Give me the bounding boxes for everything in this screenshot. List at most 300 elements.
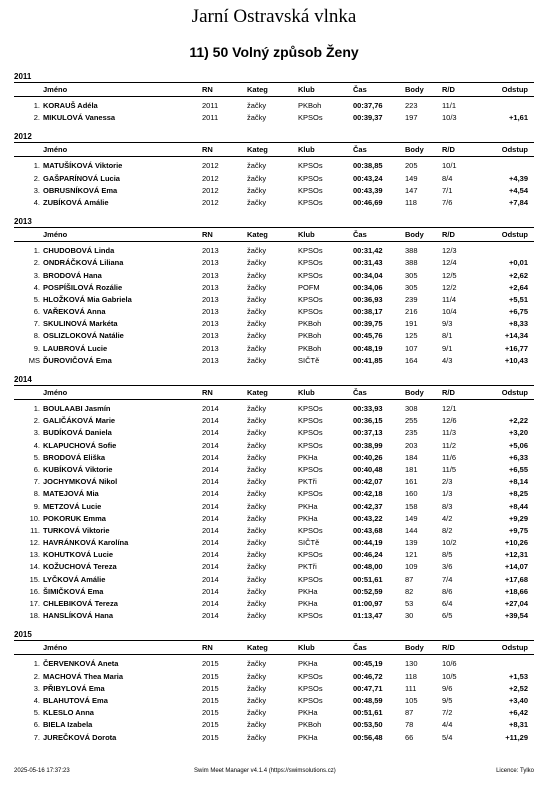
cell-rd: 6/5 (442, 611, 453, 621)
header-cas: Čas (353, 85, 367, 94)
cell-rd: 7/4 (442, 574, 453, 584)
cell-rank: 1. (33, 659, 40, 669)
cell-kat: žačky (247, 440, 267, 450)
header-body: Body (405, 388, 424, 397)
cell-rn: 2014 (202, 538, 219, 548)
cell-cas: 00:38,85 (353, 161, 383, 171)
table-row (14, 525, 534, 537)
cell-odst: +3,40 (509, 695, 528, 705)
header-name: Jméno (43, 85, 68, 94)
table-row (14, 574, 534, 586)
cell-body: 87 (405, 708, 414, 718)
cell-name: LYČKOVÁ Amálie (43, 574, 106, 584)
table-row (14, 257, 534, 269)
table-row (14, 330, 534, 342)
cell-name: BUDÍKOVÁ Daniela (43, 428, 112, 438)
cell-cas: 00:51,61 (353, 574, 383, 584)
cell-body: 160 (405, 489, 418, 499)
cell-rank: 8. (33, 489, 40, 499)
cell-klub: KPSOs (298, 197, 323, 207)
table-row (14, 719, 534, 731)
cell-rank: 16. (29, 586, 40, 596)
cell-name: KLESLO Anna (43, 708, 94, 718)
cell-rn: 2015 (202, 708, 219, 718)
cell-cas: 00:33,93 (353, 404, 383, 413)
cell-kat: žačky (247, 525, 267, 535)
cell-odst: +9,29 (509, 513, 528, 523)
cell-name: OBRUSNÍKOVÁ Ema (43, 185, 118, 195)
cell-name: TURKOVÁ Viktorie (43, 525, 110, 535)
cell-kat: žačky (247, 197, 267, 207)
cell-rn: 2014 (202, 464, 219, 474)
cell-cas: 00:36,15 (353, 416, 383, 426)
cell-kat: žačky (247, 428, 267, 438)
cell-klub: POFM (298, 282, 320, 292)
cell-name: KORAUŠ Adéla (43, 101, 98, 110)
cell-name: ŠIMIČKOVÁ Ema (43, 586, 104, 596)
cell-kat: žačky (247, 513, 267, 523)
cell-cas: 00:39,37 (353, 113, 383, 123)
cell-name: KUBÍKOVÁ Viktorie (43, 464, 113, 474)
cell-kat: žačky (247, 464, 267, 474)
cell-rank: 8. (33, 331, 40, 341)
cell-rn: 2013 (202, 307, 219, 317)
table-row (14, 282, 534, 294)
cell-odst: +11,29 (505, 732, 528, 742)
cell-rn: 2012 (202, 197, 219, 207)
cell-body: 125 (405, 331, 418, 341)
cell-name: ZUBÍKOVÁ Amálie (43, 197, 109, 207)
cell-rn: 2011 (202, 113, 219, 123)
table-row (14, 610, 534, 622)
cell-cas: 01:00,97 (353, 599, 383, 608)
cell-name: POSPÍŠILOVÁ Rozálie (43, 282, 123, 292)
cell-name: MATUŠÍKOVÁ Viktorie (43, 161, 123, 171)
cell-rn: 2012 (202, 173, 219, 183)
table-row (14, 707, 534, 719)
cell-rn: 2012 (202, 161, 219, 171)
year-heading: 2015 (14, 630, 32, 640)
cell-name: SKULINOVÁ Markéta (43, 319, 118, 329)
cell-rd: 10/2 (442, 538, 457, 548)
cell-body: 255 (405, 416, 418, 426)
cell-cas: 00:38,17 (353, 307, 383, 317)
cell-name: OSLIZLOKOVÁ Natálie (43, 331, 124, 341)
cell-rd: 10/5 (442, 671, 457, 681)
cell-rd: 10/1 (442, 161, 457, 171)
cell-body: 305 (405, 282, 418, 292)
cell-cas: 00:42,07 (353, 477, 383, 487)
cell-rd: 11/6 (442, 452, 457, 462)
cell-kat: žačky (247, 550, 267, 560)
table-row (14, 683, 534, 695)
year-heading: 2013 (14, 217, 32, 227)
cell-rn: 2014 (202, 586, 219, 596)
header-name: Jméno (43, 388, 68, 397)
cell-cas: 00:52,59 (353, 586, 383, 596)
header-rd: R/D (442, 388, 455, 397)
cell-cas: 00:48,59 (353, 695, 383, 705)
cell-rd: 12/3 (442, 246, 457, 256)
cell-body: 388 (405, 258, 418, 268)
header-odst: Odstup (501, 643, 528, 653)
year-section (14, 131, 534, 216)
cell-klub: PKHa (298, 708, 318, 718)
header-kat: Kateg (247, 85, 268, 94)
cell-kat: žačky (247, 319, 267, 329)
cell-odst: +39,54 (504, 611, 528, 621)
cell-odst: +10,26 (504, 538, 528, 548)
header-cas: Čas (353, 230, 367, 240)
cell-cas: 00:51,61 (353, 708, 383, 718)
cell-cas: 00:44,19 (353, 538, 383, 548)
cell-rank: 6. (33, 720, 40, 730)
cell-rank: MS (28, 355, 40, 365)
cell-body: 107 (405, 343, 418, 353)
footer-licence: Licence: Tylko (496, 768, 534, 774)
cell-rank: 1. (33, 404, 40, 413)
cell-rn: 2014 (202, 550, 219, 560)
cell-name: CHLEBIKOVÁ Tereza (43, 599, 118, 608)
table-row (14, 488, 534, 500)
cell-klub: PKHa (298, 599, 318, 608)
cell-kat: žačky (247, 331, 267, 341)
cell-cas: 00:45,76 (353, 331, 383, 341)
cell-klub: KPSOs (298, 611, 323, 621)
cell-name: LAUBROVÁ Lucie (43, 343, 108, 353)
table-row (14, 306, 534, 318)
cell-rd: 8/4 (442, 173, 453, 183)
cell-odst: +18,66 (504, 586, 528, 596)
cell-rd: 10/6 (442, 659, 457, 669)
cell-cas: 00:42,18 (353, 489, 383, 499)
cell-name: KOŽUCHOVÁ Tereza (43, 562, 117, 572)
cell-rank: 7. (33, 732, 40, 742)
header-rd: R/D (442, 145, 455, 155)
cell-body: 130 (405, 659, 418, 669)
header-rn: RN (202, 145, 213, 155)
table-row (14, 270, 534, 282)
cell-kat: žačky (247, 404, 267, 413)
cell-body: 205 (405, 161, 418, 171)
cell-rn: 2015 (202, 659, 219, 669)
table-row (14, 549, 534, 561)
cell-body: 66 (405, 732, 414, 742)
cell-body: 82 (405, 586, 414, 596)
header-rn: RN (202, 85, 213, 94)
cell-odst: +8,25 (509, 489, 528, 499)
cell-kat: žačky (247, 113, 267, 123)
cell-odst: +17,68 (504, 574, 528, 584)
header-rd: R/D (442, 85, 455, 94)
cell-klub: KPSOs (298, 404, 323, 413)
cell-cas: 00:31,43 (353, 258, 383, 268)
cell-klub: PKHa (298, 501, 318, 511)
cell-kat: žačky (247, 246, 267, 256)
cell-klub: PKBoh (298, 101, 322, 110)
cell-klub: PKBoh (298, 720, 322, 730)
cell-body: 121 (405, 550, 418, 560)
cell-rn: 2013 (202, 355, 219, 365)
cell-cas: 00:38,99 (353, 440, 383, 450)
cell-klub: KPSOs (298, 246, 323, 256)
cell-rd: 5/4 (442, 732, 453, 742)
cell-body: 30 (405, 611, 414, 621)
cell-kat: žačky (247, 416, 267, 426)
cell-klub: PKHa (298, 732, 318, 742)
cell-rank: 7. (33, 319, 40, 329)
cell-kat: žačky (247, 258, 267, 268)
cell-klub: KPSOs (298, 671, 323, 681)
table-row (14, 586, 534, 598)
table-row (14, 537, 534, 549)
cell-odst: +10,43 (504, 355, 528, 365)
cell-rd: 8/3 (442, 501, 453, 511)
cell-kat: žačky (247, 282, 267, 292)
cell-rd: 12/2 (442, 282, 457, 292)
cell-rn: 2014 (202, 611, 219, 621)
cell-odst: +6,75 (509, 307, 528, 317)
cell-klub: KPSOs (298, 428, 323, 438)
cell-klub: KPSOs (298, 270, 323, 280)
cell-name: GALIČÁKOVÁ Marie (43, 416, 116, 426)
header-cas: Čas (353, 145, 367, 155)
cell-rank: 6. (33, 307, 40, 317)
cell-kat: žačky (247, 683, 267, 693)
cell-rn: 2015 (202, 671, 219, 681)
cell-body: 158 (405, 501, 418, 511)
cell-name: POKORUK Emma (43, 513, 106, 523)
cell-rd: 9/1 (442, 343, 453, 353)
cell-kat: žačky (247, 270, 267, 280)
table-row (14, 452, 534, 464)
cell-rd: 11/1 (442, 101, 457, 110)
cell-klub: SIČTě (298, 355, 320, 365)
header-klub: Klub (298, 388, 315, 397)
cell-body: 239 (405, 294, 418, 304)
header-kat: Kateg (247, 230, 268, 240)
cell-name: BOULAABI Jasmín (43, 404, 111, 413)
cell-kat: žačky (247, 501, 267, 511)
cell-rd: 6/4 (442, 599, 453, 608)
cell-name: BRODOVÁ Eliška (43, 452, 106, 462)
cell-kat: žačky (247, 708, 267, 718)
cell-cas: 00:46,24 (353, 550, 383, 560)
cell-rd: 11/5 (442, 464, 457, 474)
cell-rn: 2014 (202, 428, 219, 438)
cell-kat: žačky (247, 307, 267, 317)
cell-odst: +8,33 (509, 319, 528, 329)
cell-odst: +3,20 (509, 428, 528, 438)
cell-klub: KPSOs (298, 161, 323, 171)
cell-name: BIELA Izabela (43, 720, 93, 730)
page-title: Jarní Ostravská vlnka (191, 6, 357, 27)
cell-odst: +6,42 (509, 708, 528, 718)
cell-body: 149 (405, 173, 418, 183)
cell-rank: 4. (33, 695, 40, 705)
cell-rank: 5. (33, 452, 40, 462)
cell-cas: 00:43,22 (353, 513, 383, 523)
cell-odst: +2,64 (509, 282, 528, 292)
table-row (14, 415, 534, 427)
cell-rd: 12/4 (442, 258, 457, 268)
cell-body: 78 (405, 720, 414, 730)
cell-klub: PKHa (298, 452, 318, 462)
cell-klub: PKTři (298, 562, 317, 572)
cell-rank: 14. (29, 562, 40, 572)
cell-body: 149 (405, 513, 418, 523)
cell-cas: 00:48,00 (353, 562, 383, 572)
cell-rn: 2014 (202, 440, 219, 450)
cell-rn: 2014 (202, 574, 219, 584)
cell-rank: 2. (33, 258, 40, 268)
cell-odst: +6,33 (509, 452, 528, 462)
cell-rank: 4. (33, 282, 40, 292)
cell-rank: 4. (33, 197, 40, 207)
cell-kat: žačky (247, 574, 267, 584)
cell-name: BRODOVÁ Hana (43, 270, 102, 280)
cell-name: ONDRÁČKOVÁ Liliana (43, 258, 124, 268)
cell-rd: 9/5 (442, 695, 453, 705)
cell-cas: 00:41,85 (353, 355, 383, 365)
cell-klub: PKHa (298, 586, 318, 596)
cell-klub: KPSOs (298, 525, 323, 535)
header-name: Jméno (43, 643, 68, 653)
cell-body: 87 (405, 574, 414, 584)
cell-cas: 00:31,42 (353, 246, 383, 256)
cell-kat: žačky (247, 671, 267, 681)
cell-body: 184 (405, 452, 418, 462)
header-rn: RN (202, 230, 213, 240)
cell-kat: žačky (247, 732, 267, 742)
cell-body: 53 (405, 599, 414, 608)
cell-kat: žačky (247, 599, 267, 608)
cell-rd: 7/1 (442, 185, 453, 195)
cell-odst: +0,01 (509, 258, 528, 268)
header-cas: Čas (353, 388, 367, 397)
cell-rd: 9/3 (442, 319, 453, 329)
cell-name: JOCHYMKOVÁ Nikol (43, 477, 118, 487)
cell-rn: 2014 (202, 477, 219, 487)
header-cas: Čas (353, 643, 367, 653)
cell-rd: 1/3 (442, 489, 453, 499)
cell-rd: 4/4 (442, 720, 453, 730)
cell-name: ĎUROVIČOVÁ Ema (43, 355, 112, 365)
cell-klub: KPSOs (298, 173, 323, 183)
table-row (14, 658, 534, 670)
cell-rank: 10. (29, 513, 40, 523)
cell-rn: 2014 (202, 404, 219, 413)
table-row (14, 318, 534, 330)
cell-kat: žačky (247, 185, 267, 195)
cell-cas: 00:40,26 (353, 452, 383, 462)
cell-rd: 8/2 (442, 525, 453, 535)
cell-cas: 00:48,19 (353, 343, 383, 353)
cell-klub: KPSOs (298, 489, 323, 499)
cell-body: 308 (405, 404, 418, 413)
cell-cas: 00:47,71 (353, 683, 383, 693)
footer-date: 2025-05-16 17:37:23 (14, 768, 70, 774)
header-kat: Kateg (247, 643, 268, 653)
header-klub: Klub (298, 643, 315, 653)
cell-name: MATEJOVÁ Mia (43, 489, 99, 499)
cell-rank: 18. (29, 611, 40, 621)
cell-rd: 3/6 (442, 562, 453, 572)
cell-cas: 00:36,93 (353, 294, 383, 304)
cell-klub: KPSOs (298, 307, 323, 317)
table-header (14, 82, 534, 97)
cell-odst: +4,39 (509, 173, 528, 183)
cell-name: BLAHUTOVÁ Ema (43, 695, 108, 705)
year-section (14, 71, 534, 131)
cell-rn: 2014 (202, 525, 219, 535)
header-kat: Kateg (247, 388, 268, 397)
cell-klub: KPSOs (298, 113, 323, 123)
cell-odst: +2,52 (509, 683, 528, 693)
cell-rd: 12/1 (442, 404, 457, 413)
table-header (14, 142, 534, 157)
cell-odst: +14,07 (504, 562, 528, 572)
cell-rn: 2013 (202, 282, 219, 292)
cell-rank: 3. (33, 428, 40, 438)
cell-body: 109 (405, 562, 418, 572)
cell-klub: PKHa (298, 659, 318, 669)
year-heading: 2011 (14, 72, 32, 81)
cell-rank: 13. (29, 550, 40, 560)
cell-kat: žačky (247, 659, 267, 669)
cell-rank: 9. (33, 343, 40, 353)
cell-rd: 8/1 (442, 331, 453, 341)
cell-rd: 8/6 (442, 586, 453, 596)
footer-software: Swim Meet Manager v4.1.4 (https://swimsolutions.cz) (194, 768, 336, 774)
cell-rn: 2014 (202, 501, 219, 511)
cell-name: VAŘEKOVÁ Anna (43, 307, 106, 317)
header-rn: RN (202, 388, 213, 397)
cell-body: 139 (405, 538, 418, 548)
cell-rank: 1. (33, 101, 40, 110)
header-body: Body (405, 145, 424, 155)
cell-rn: 2014 (202, 513, 219, 523)
cell-klub: PKTři (298, 477, 317, 487)
table-header (14, 640, 534, 655)
cell-odst: +27,04 (504, 599, 528, 608)
cell-rn: 2013 (202, 319, 219, 329)
cell-rd: 8/5 (442, 550, 453, 560)
cell-odst: +2,62 (509, 270, 528, 280)
cell-odst: +14,34 (504, 331, 528, 341)
table-row (14, 695, 534, 707)
cell-body: 181 (405, 464, 418, 474)
header-odst: Odstup (501, 145, 528, 155)
cell-kat: žačky (247, 695, 267, 705)
header-rd: R/D (442, 643, 455, 653)
cell-rank: 5. (33, 708, 40, 718)
table-row (14, 671, 534, 683)
table-row (14, 100, 534, 112)
cell-body: 203 (405, 440, 418, 450)
table-row (14, 513, 534, 525)
cell-rank: 4. (33, 440, 40, 450)
header-odst: Odstup (501, 230, 528, 240)
cell-odst: +1,53 (509, 671, 528, 681)
cell-kat: žačky (247, 355, 267, 365)
cell-rank: 5. (33, 294, 40, 304)
cell-klub: PKBoh (298, 331, 322, 341)
cell-rank: 11. (30, 525, 40, 535)
cell-name: PŘIBYLOVÁ Ema (43, 683, 105, 693)
event-title: 11) 50 Volný způsob Ženy (189, 44, 359, 60)
cell-odst: +1,61 (509, 113, 528, 123)
